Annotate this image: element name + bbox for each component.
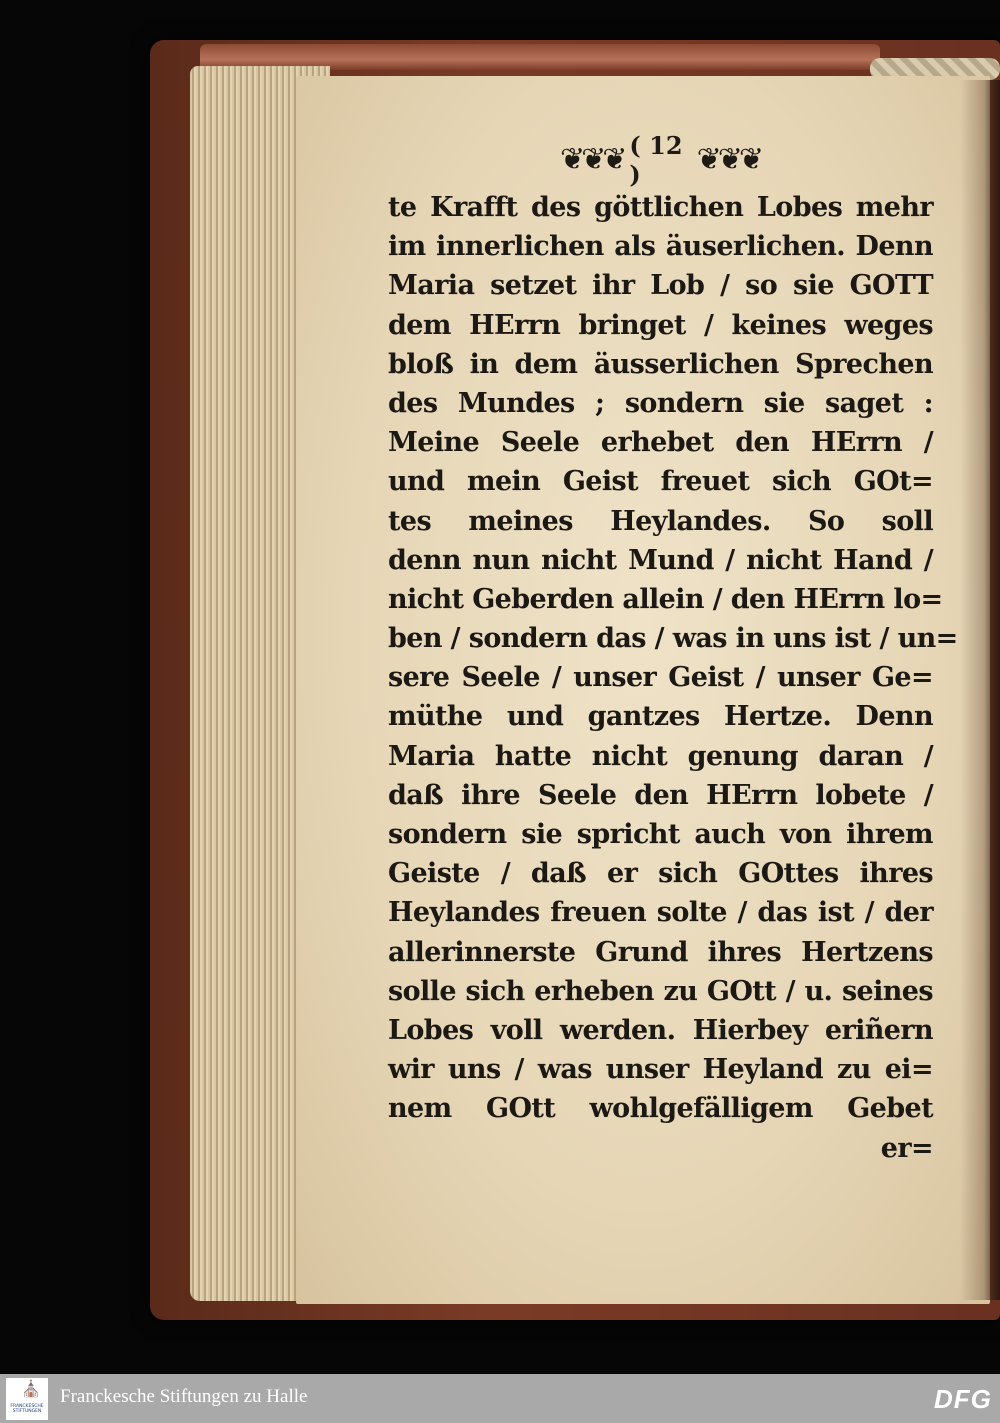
text-line: Lobes voll werden. Hierbey eriñern: [388, 1014, 933, 1046]
text-line: te Krafft des göttlichen Lobes mehr: [388, 192, 933, 223]
text-line: müthe und gantzes Hertze. Denn: [388, 701, 933, 733]
text-line: allerinnerste Grund ihres Hertzens: [388, 936, 933, 968]
text-line: ben / sondern das / was in uns ist / un=: [388, 623, 958, 655]
text-line: daß ihre Seele den HErrn lobete /: [388, 779, 933, 811]
text-line: Geiste / daß er sich GOttes ihres: [388, 858, 933, 890]
page-number: ( 12 ): [629, 131, 683, 189]
text-line: sondern sie spricht auch von ihrem: [388, 819, 933, 850]
text-line: dem HErrn bringet / keines weges: [388, 309, 933, 341]
text-line: nicht Geberden allein / den HErrn lo=: [388, 583, 943, 615]
dfg-logo[interactable]: DFG: [934, 1384, 992, 1414]
text-line: und mein Geist freuet sich GOt=: [388, 466, 933, 498]
ornament-right-icon: ❦❦❦: [696, 142, 760, 177]
text-line: tes meines Heylandes. So soll: [388, 505, 933, 537]
text-line: des Mundes ; sondern sie saget :: [388, 387, 933, 419]
text-line: bloß in dem äusserlichen Sprechen: [388, 348, 933, 380]
text-line: Heylandes freuen solte / das ist / der: [388, 897, 933, 929]
logo-text: FRANCKESCHE STIFTUNGEN: [10, 1404, 44, 1415]
text-line: Maria hatte nicht genung daran /: [388, 740, 933, 772]
text-line: solle sich erheben zu GOtt / u. seines: [388, 975, 933, 1007]
franckesche-logo[interactable]: [6, 1378, 48, 1420]
building-icon: ⛪: [21, 1379, 41, 1398]
footer-bar: [0, 1374, 1000, 1423]
ornament-left-icon: ❦❦❦: [560, 142, 624, 177]
page-header: [560, 131, 760, 189]
institution-name[interactable]: Franckesche Stiftungen zu Halle: [60, 1386, 308, 1407]
text-line: im innerlichen als äuserlichen. Denn: [388, 231, 933, 263]
text-line: Maria setzet ihr Lob / so sie GOTT: [388, 270, 933, 302]
text-line: nem GOtt wohlgefälligem Gebet: [388, 1093, 933, 1125]
page-text: [388, 188, 958, 1168]
text-line: denn nun nicht Mund / nicht Hand /: [388, 544, 933, 576]
text-line: wir uns / was unser Heyland zu ei=: [388, 1054, 933, 1086]
text-line: er=: [880, 1132, 933, 1164]
text-line: sere Seele / unser Geist / unser Ge=: [388, 662, 933, 694]
text-line: Meine Seele erhebet den HErrn /: [388, 427, 933, 459]
page-gutter: [960, 80, 1000, 1300]
